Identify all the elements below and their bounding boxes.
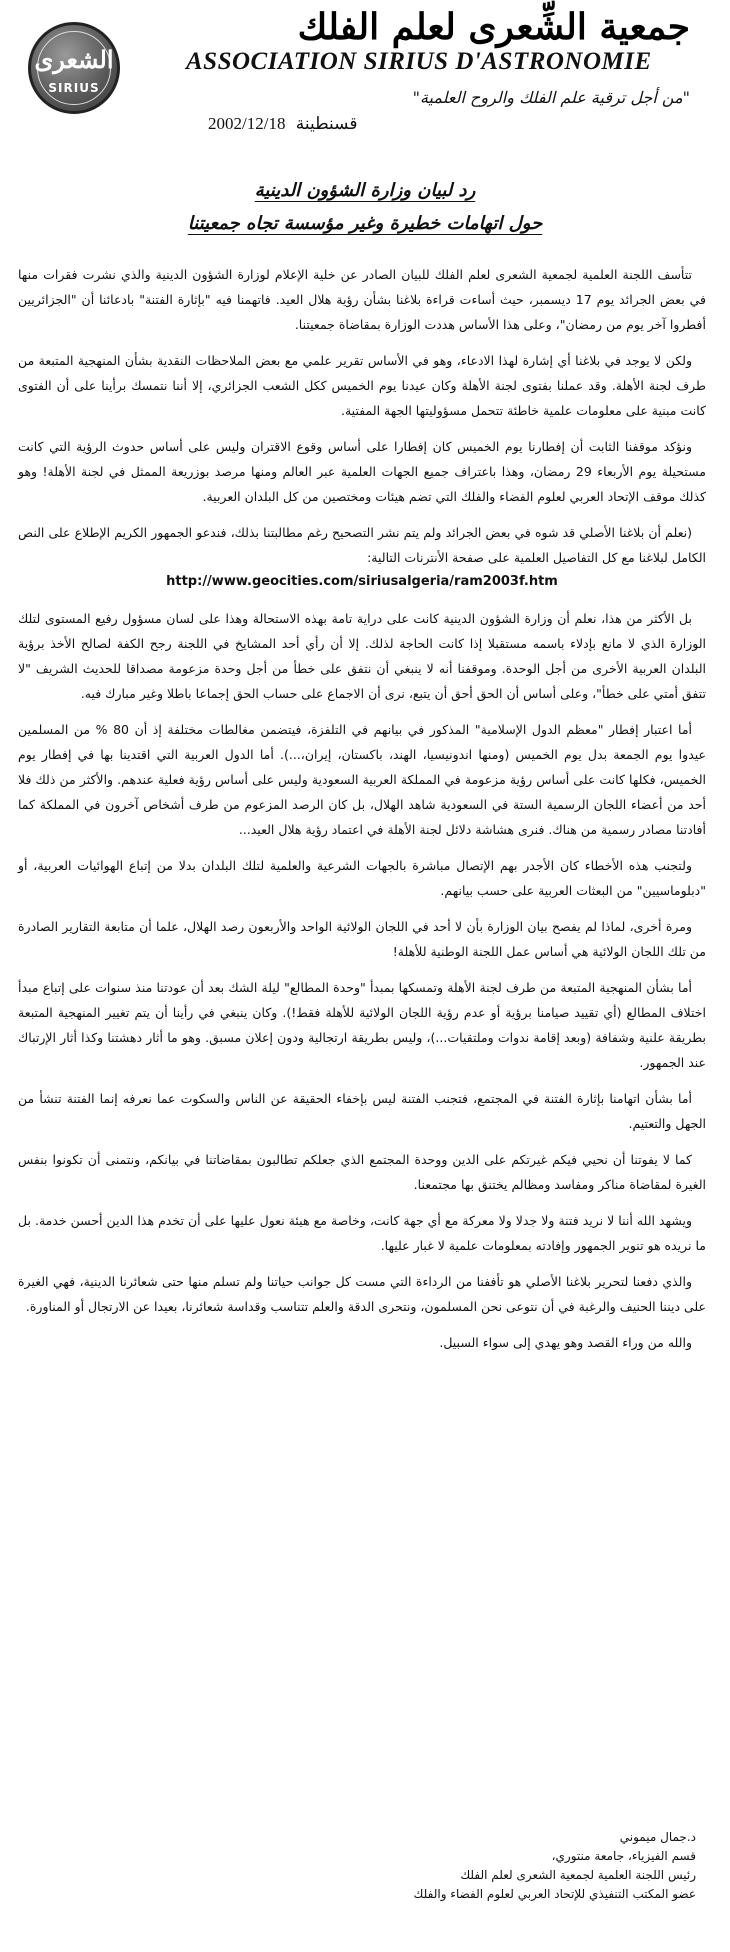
paragraph: ولتجنب هذه الأخطاء كان الأجدر بهم الإتصال مباشرة بالجهات الشرعية والعلمية لتلك البلدان بدلا من إتباع الهوائيات العربية، أو "دبلوماسيين" من البعثات العربية على حسب بيانهم. [18,858,706,898]
document-date: 2002/12/18 [208,114,286,133]
paragraph: ولكن لا يوجد في بلاغنا أي إشارة لهذا الادعاء، وهو في الأساس تقرير علمي مع بعض الملاحظات النقدية بشأن المنهجية المتبعة من طرف لجنة الأهلة. وقد عملنا بفتوى لجنة الأهلة وكان عيدنا يوم الخميس ككل الشعب الجزائري، إلا أننا نتمسك برأينا على أن الفتوى كانت مبنية على معلومات علمية خاطئة تتحمل مسؤوليتها الجهة المفتية. [18,353,706,418]
signature-block [414,1828,696,1904]
paragraph: كما لا يفوتنا أن نحيي فيكم غيرتكم على الدين ووحدة المجتمع الذي جعلكم تطالبون بمقاضاتنا في بيانكم، ونتمنى أن تكونوا بنفس الغيرة لمقاضاة مناكر ومفاسد ومظالم يختنق بها مجتمعنا. [18,1152,706,1192]
paragraph: ويشهد الله أننا لا نريد فتنة ولا جدلا ولا معركة مع أي جهة كانت، وخاصة مع هيئة نعول عليها على أن تخدم هذا الدين أحسن خدمة. بل ما نريده هو تنوير الجمهور وإفادته بمعلومات علمية لا غبار عليها. [18,1213,706,1253]
paragraph: ونؤكد موقفنا الثابت أن إفطارنا يوم الخميس كان إفطارا على أساس وقوع الاقتران وليس على أساس حدوث الرؤية التي كانت مستحيلة يوم الأربعاء 29 رمضان، وهذا باعتراف جميع الجهات العلمية عبر العالم ومنها مرصد بوزريعة الممثل في لجنة الأهلة! وهو كذلك موقف الإتحاد العربي لعلوم الفضاء والفلك التي تضم هيئات ومختصين من كل البلدان العربية. [18,439,706,504]
document-title: رد لبيان وزارة الشؤون الدينية [254,180,476,201]
document-city: قسنطينة [295,114,358,133]
letterhead [0,0,730,150]
association-name-arabic: جمعية الشِّعرى لعلم الفلك [297,6,690,48]
signatory-department: قسم الفيزياء، جامعة منتوري، [551,1849,696,1863]
logo-latin-text: SIRIUS [48,81,100,95]
paragraph: بل الأكثر من هذا، نعلم أن وزارة الشؤون الدينية كانت على دراية تامة بهذه الاستحالة وهذا على لسان مسؤول رفيع المستوى لتلك الوزارة الذي لا مانع بإدلاء باسمه مستقبلا إذا كانت الحاجة لذلك. إلا أن رأي أحد المشايخ في اللجنة رجح الكفة لصالح الأخذ برؤية البلدان العربية الأخرى من أجل الوحدة. وموقفنا أنه لا ينبغي أن نتفق على خطأ من أجل وحدة مزعومة مصداقا للحديث الشريف "لا تتفق أمتي على خطأ"، وعلى أساس أن الحق أحق أن يتبع، نرى أن الاجماع على حساب الحق إجماعا باطلا وغير مبارك فيه. [18,611,706,701]
signatory-name: د.جمال ميموني [619,1830,696,1844]
website-link[interactable]: http://www.geocities.com/siriusalgeria/ram2003f.htm [166,574,558,589]
logo-arabic-text: الشعرى [34,45,114,74]
dateline [208,114,357,134]
paragraph: أما بشأن اتهامنا بإثارة الفتنة في المجتمع، فتجنب الفتنة ليس بإخفاء الحقيقة عن الناس والسكوت عما نعرفه إنما الفتنة تنشأ من الجهل والتعتيم. [18,1091,706,1131]
paragraph: تتأسف اللجنة العلمية لجمعية الشعرى لعلم الفلك للبيان الصادر عن خلية الإعلام لوزارة الشؤون الدينية والذي نشرت فقرات منها في بعض الجرائد يوم 17 ديسمبر، حيث أساءت قراءة بلاغنا بشأن رؤية هلال العيد. فاتهمنا فيه "بإثارة الفتنة" بادعائنا أن "الجزائريين أفطروا آخر يوم من رمضان"، وعلى هذا الأساس هددت الوزارة بمقاضاة جمعيتنا. [18,267,706,332]
association-name-french: ASSOCIATION SIRIUS D'ASTRONOMIE [186,48,652,75]
paragraph: أما بشأن المنهجية المتبعة من طرف لجنة الأهلة وتمسكها بمبدأ "وحدة المطالع" ليلة الشك بعد أن عودتنا منذ سنوات على إتباع مبدأ اختلاف المطالع (أي تقييد صيامنا برؤية أو عدم رؤية اللجان الولائية للأهلة فقط!). وكان ينبغي في رأينا أن يتم تغيير المنهجية المتبعة بطريقة علنية وشفافة (وبعد إقامة ندوات وملتقيات...)، وليس بطريقة ارتجالية ودون إعلان مسبق. وهو ما أثار دهشتنا وكذا أثار الإرتباك عند الجمهور. [18,980,706,1070]
sirius-logo [28,22,120,114]
closing-line: والله من وراء القصد وهو يهدي إلى سواء السبيل. [439,1335,692,1350]
paragraph: والذي دفعنا لتحرير بلاغنا الأصلي هو تأففنا من الرداءة التي مست كل جوانب حياتنا ولم تسلم منها حتى شعائرنا الدينية، فهي الغيرة على ديننا الحنيف والرغبة في أن نتوعى نحن المسلمون، ونتحرى الدقة والعلم تتناسب وقداسة شعائرنا، بعيدا عن الارتجال أو المناورة. [18,1274,706,1314]
paragraph: ومرة أخرى، لماذا لم يفصح بيان الوزارة بأن لا أحد في اللجان الولائية الواحد والأربعون رصد الهلال، علما أن متابعة التقارير الصادرة من تلك اللجان الولائية هي أساس عمل اللجنة الوطنية للأهلة! [18,919,706,959]
document-subtitle: حول اتهامات خطيرة وغير مؤسسة تجاه جمعيتنا [187,213,543,234]
letter-body [18,262,706,1366]
signatory-role: رئيس اللجنة العلمية لجمعية الشعرى لعلم الفلك [460,1868,696,1882]
paragraph: أما اعتبار إفطار "معظم الدول الإسلامية" المذكور في بيانهم في التلفزة، فيتضمن مغالطات مختلفة إذ أن 80 % من المسلمين عيدوا يوم الجمعة بدل يوم الخميس (ومنها اندونيسيا، الهند، باكستان، إيران،...). أما الدول العربية التي اقتدينا بها في إفطار يوم الخميس، فكلها كانت على أساس رؤية مزعومة في المملكة العربية السعودية وليس على أساس رؤية فعلية عندهم. والأكثر من ذلك فلا أحد من أعضاء اللجان الرسمية الستة في السعودية شاهد الهلال، بل كان الرصد المزعوم من طرف أشخاص آخرون في المملكة كما أفادتنا مصادر رسمية من هناك. فنرى هشاشة دلائل لجنة الأهلة في اعتماد رؤية هلال العيد... [18,722,706,837]
paragraph: (نعلم أن بلاغنا الأصلي قد شوه في بعض الجرائد ولم يتم نشر التصحيح رغم مطالبتنا بذلك، فندعو الجمهور الكريم الإطلاع على النص الكامل لبلاغنا مع كل التفاصيل العلمية على صفحة الأنترنات التالية: [18,525,706,565]
association-slogan: "من أجل ترقية علم الفلك والروح العلمية" [412,88,690,107]
signatory-membership: عضو المكتب التنفيذي للإتحاد العربي لعلوم الفضاء والفلك [413,1887,696,1901]
